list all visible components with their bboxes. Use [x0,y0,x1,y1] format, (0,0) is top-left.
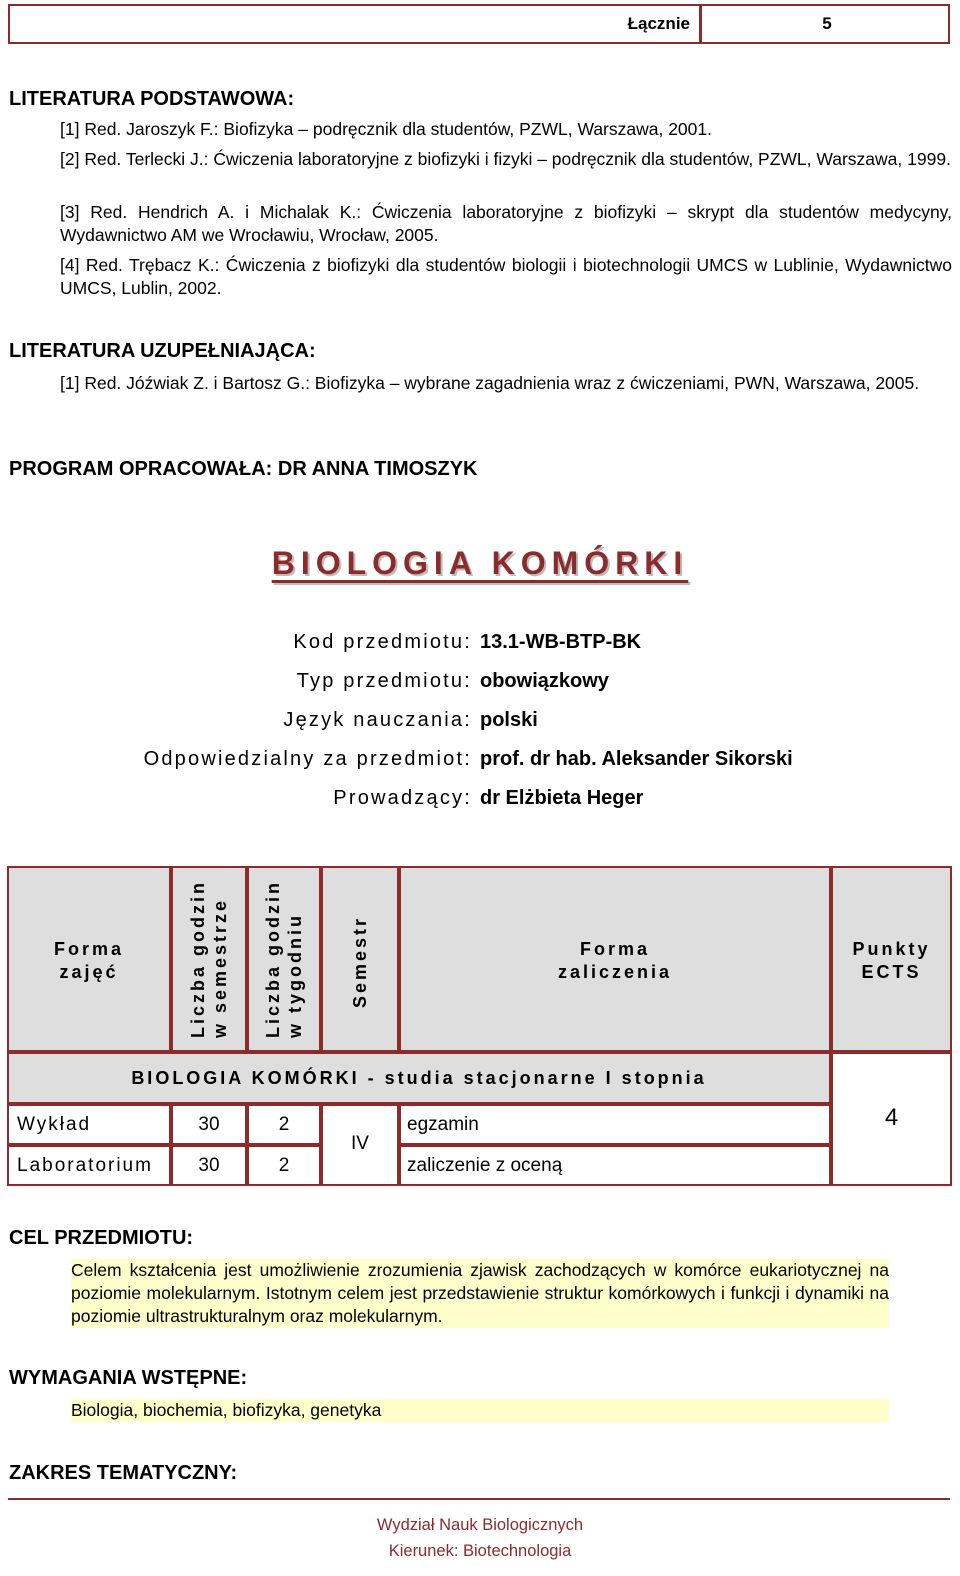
header-vertical-text [262,880,306,1038]
cell-zaliczenie: zaliczenie z oceną [407,1155,563,1176]
info-row-odpowiedzialny [0,748,960,778]
lit-uzup-item-1: [1] Red. Jóźwiak Z. i Bartosz G.: Biofizyka – wybrane zagadnienia wraz z ćwiczeniami, PWN, Warszawa, 2005. [60,373,920,393]
footer-faculty: Wydział Nauk Biologicznych [376,1516,584,1534]
cell-semestr: IV [351,1133,369,1154]
info-value: polski [480,709,538,731]
program-author: PROGRAM OPRACOWAŁA: DR ANNA TIMOSZYK [9,458,478,480]
heading-wymagania: WYMAGANIA WSTĘPNE: [9,1367,248,1389]
info-row-kod [0,631,960,661]
total-label: Łącznie [627,14,690,33]
lit-podst-item-2: [2] Red. Terlecki J.: Ćwiczenia laboratoryjne z biofizyki i fizyki – podręcznik dla studentów, PZWL, Warszawa, 1999. [60,149,951,169]
section-title: BIOLOGIA KOMÓRKI - studia stacjonarne I stopnia [131,1068,707,1088]
header-vertical-text [187,880,231,1038]
footer-field: Kierunek: Biotechnologia [388,1542,572,1560]
header-text: ECTS [861,962,922,982]
header-text: Liczba godzin [188,880,208,1038]
header-forma-zaliczenia [399,866,831,1052]
cell-zaliczenie: egzamin [407,1114,479,1135]
cell-godz-sem: 30 [198,1155,220,1176]
table-cell [399,1104,831,1145]
heading-literatura-uzupelniajaca: LITERATURA UZUPEŁNIAJĄCA: [9,340,316,362]
wymagania-text: Biologia, biochemia, biofizyka, genetyka [71,1399,889,1422]
header-text: Punkty [852,939,931,959]
table-cell [171,1145,247,1186]
footer-divider [8,1498,950,1500]
ects-value-cell [831,1052,952,1186]
course-title: BIOLOGIA KOMÓRKI [271,545,689,581]
table-row-laboratorium-forma [7,1145,171,1186]
header-text: zajęć [59,962,119,982]
header-vertical-text: Semestr [350,915,370,1008]
header-semestr [321,866,399,1052]
table-cell [399,1145,831,1186]
cell-forma: Laboratorium [17,1155,153,1176]
cell-forma: Wykład [17,1114,92,1135]
header-godziny-tydzien [247,866,321,1052]
header-ects [831,866,952,1052]
info-row-jezyk [0,709,960,739]
cell-godz-sem: 30 [198,1114,220,1135]
semester-cell [321,1104,399,1186]
total-summary-box [8,4,950,44]
info-value: dr Elżbieta Heger [480,787,644,809]
course-table [7,866,952,1186]
header-text: w semestrze [210,897,230,1038]
heading-zakres: ZAKRES TEMATYCZNY: [9,1462,238,1484]
table-cell [171,1104,247,1145]
info-key: Odpowiedzialny za przedmiot: [143,748,472,770]
heading-cel-przedmiotu: CEL PRZEDMIOTU: [9,1227,194,1249]
table-row-wyklad-forma [7,1104,171,1145]
info-key: Typ przedmiotu: [296,670,472,692]
lit-podst-item-1: [1] Red. Jaroszyk F.: Biofizyka – podręcznik dla studentów, PZWL, Warszawa, 2001. [60,119,712,139]
table-cell [247,1145,321,1186]
info-row-prowadzacy [0,787,960,817]
header-text: Forma [53,939,124,959]
header-text: Forma [579,939,650,959]
info-value: 13.1-WB-BTP-BK [480,631,642,653]
info-value: prof. dr hab. Aleksander Sikorski [480,748,793,770]
cell-godz-tyg: 2 [278,1155,290,1176]
info-row-typ [0,670,960,700]
lit-podst-item-4: [4] Red. Trębacz K.: Ćwiczenia z biofizyki dla studentów biologii i biotechnologii UMCS w Lublinie, Wydawnictwo UMCS, Lublin, 2002. [60,255,952,298]
section-row [7,1052,831,1104]
cell-godz-tyg: 2 [278,1114,290,1135]
table-cell [247,1104,321,1145]
total-value: 5 [822,14,832,33]
lit-podst-item-3: [3] Red. Hendrich A. i Michalak K.: Ćwiczenia laboratoryjne z biofizyki – skrypt dla studentów medycyny, Wydawnictwo AM we Wrocławiu, Wrocław, 2005. [60,202,952,245]
info-key: Kod przedmiotu: [293,631,472,653]
header-forma-zajec [7,866,171,1052]
header-text: Liczba godzin [263,880,283,1038]
header-godziny-semestr [171,866,247,1052]
ects-value: 4 [884,1104,899,1131]
header-text: w tygodniu [285,913,305,1038]
info-key: Prowadzący: [333,787,472,809]
info-key: Język nauczania: [283,709,472,731]
cel-text: Celem kształcenia jest umożliwienie zrozumienia zjawisk zachodzących w komórce eukariotycznej na poziomie molekularnym. Istotnym celem jest przedstawienie struktur komórkowych i funkcji i dynamiki na poziomie ultrastrukturalnym oraz molekularnym. [71,1260,889,1326]
heading-literatura-podstawowa: LITERATURA PODSTAWOWA: [9,88,295,110]
info-value: obowiązkowy [480,670,609,692]
header-text: zaliczenia [557,962,673,982]
